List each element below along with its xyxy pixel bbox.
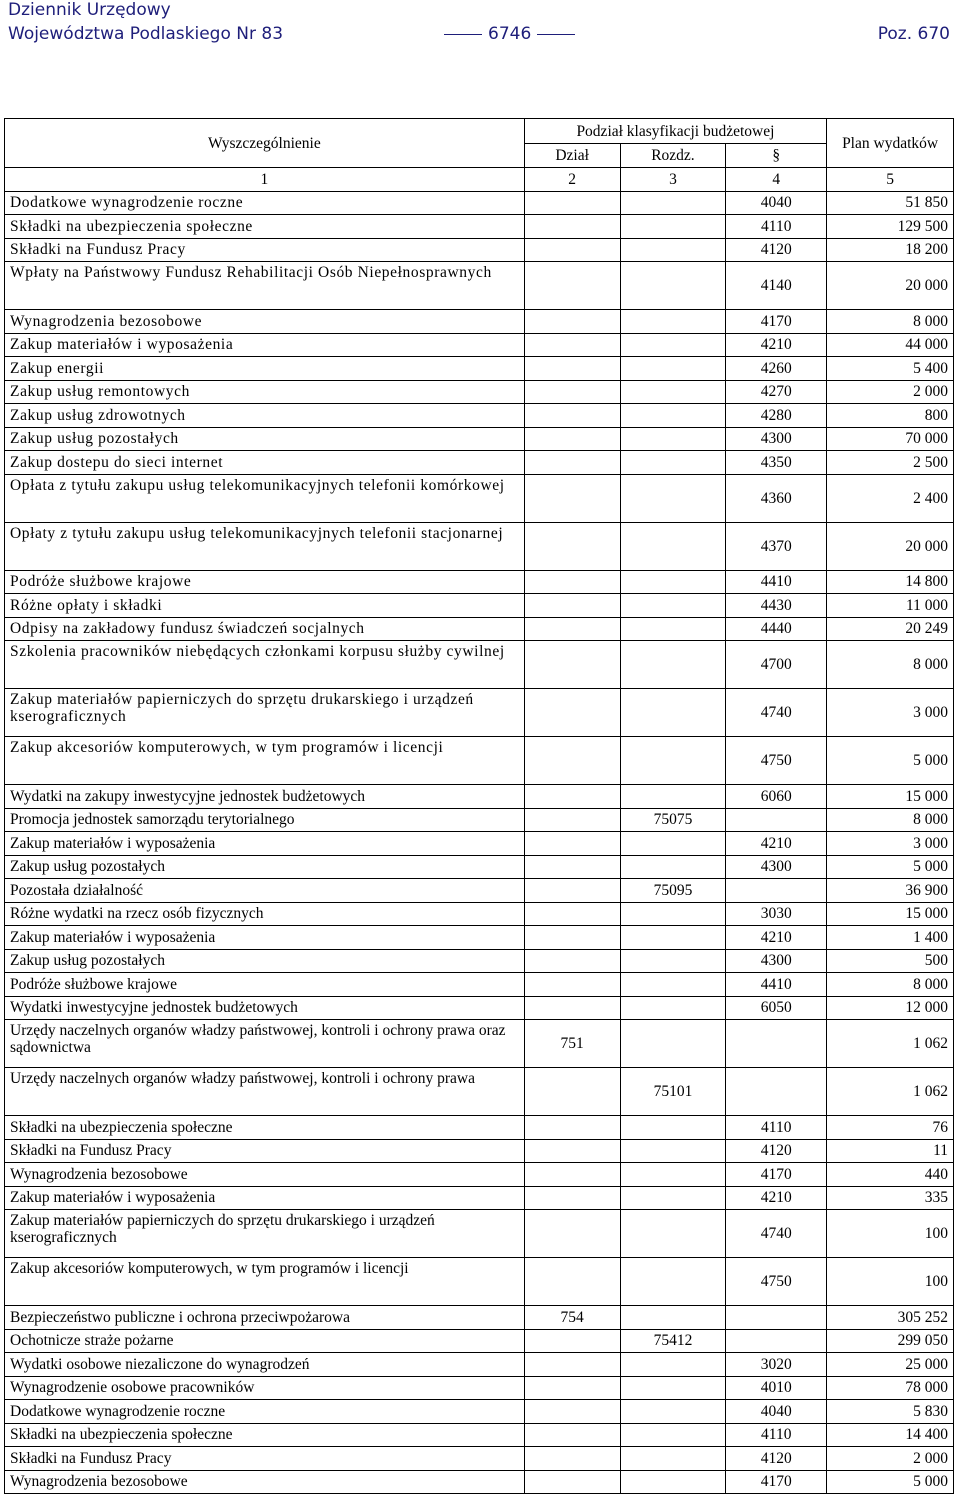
row-rozdz — [620, 1139, 726, 1163]
row-dzial — [524, 855, 620, 879]
row-amount: 70 000 — [827, 427, 954, 451]
row-name: Składki na ubezpieczenia społeczne — [5, 215, 525, 239]
row-amount: 8 000 — [827, 808, 954, 832]
col-number-1: 1 — [5, 168, 525, 192]
row-rozdz — [620, 1470, 726, 1494]
row-amount: 5 000 — [827, 855, 954, 879]
row-dzial — [524, 215, 620, 239]
row-name: Urzędy naczelnych organów władzy państwowej, kontroli i ochrony prawa oraz sądownictwa — [5, 1020, 525, 1068]
row-name: Bezpieczeństwo publiczne i ochrona przeciwpożarowa — [5, 1306, 525, 1330]
row-amount: 20 000 — [827, 522, 954, 570]
row-rozdz — [620, 617, 726, 641]
row-amount: 8 000 — [827, 310, 954, 334]
table-row — [5, 1068, 954, 1116]
row-rozdz — [620, 1376, 726, 1400]
row-amount: 100 — [827, 1210, 954, 1258]
row-name: Zakup usług pozostałych — [5, 855, 525, 879]
row-amount: 44 000 — [827, 333, 954, 357]
row-rozdz — [620, 427, 726, 451]
row-rozdz — [620, 1423, 726, 1447]
row-rozdz: 75075 — [620, 808, 726, 832]
row-amount: 2 000 — [827, 380, 954, 404]
row-paragraph — [726, 1306, 827, 1330]
row-rozdz — [620, 357, 726, 381]
row-rozdz: 75095 — [620, 879, 726, 903]
row-dzial — [524, 1068, 620, 1116]
table-row — [5, 949, 954, 973]
row-paragraph: 4210 — [726, 926, 827, 950]
row-paragraph: 4300 — [726, 949, 827, 973]
row-dzial — [524, 617, 620, 641]
row-rozdz — [620, 832, 726, 856]
row-dzial — [524, 1258, 620, 1306]
header-plan: Plan wydatków — [827, 119, 954, 168]
row-amount: 440 — [827, 1163, 954, 1187]
row-name: Ochotnicze straże pożarne — [5, 1329, 525, 1353]
row-rozdz — [620, 191, 726, 215]
row-name: Szkolenia pracowników niebędących członkami korpusu służby cywilnej — [5, 641, 525, 689]
journal-title: Dziennik Urzędowy — [8, 0, 171, 20]
row-name: Wynagrodzenie osobowe pracowników — [5, 1376, 525, 1400]
table-row — [5, 832, 954, 856]
row-rozdz — [620, 949, 726, 973]
table-row — [5, 1306, 954, 1330]
row-rozdz — [620, 1116, 726, 1140]
table-row — [5, 215, 954, 239]
row-amount: 8 000 — [827, 641, 954, 689]
row-paragraph: 4440 — [726, 617, 827, 641]
table-row — [5, 1210, 954, 1258]
row-paragraph — [726, 1068, 827, 1116]
row-dzial — [524, 262, 620, 310]
row-dzial — [524, 832, 620, 856]
row-amount: 8 000 — [827, 973, 954, 997]
header-dzial: Dział — [524, 144, 620, 168]
table-row — [5, 617, 954, 641]
page-number — [438, 24, 581, 44]
header-spec: Wyszczególnienie — [5, 119, 525, 168]
table-header-row — [5, 119, 954, 144]
row-amount: 20 249 — [827, 617, 954, 641]
row-dzial — [524, 1470, 620, 1494]
row-name: Zakup akcesoriów komputerowych, w tym programów i licencji — [5, 1258, 525, 1306]
row-dzial — [524, 310, 620, 334]
row-dzial: 754 — [524, 1306, 620, 1330]
row-paragraph: 4370 — [726, 522, 827, 570]
table-row — [5, 262, 954, 310]
row-amount: 3 000 — [827, 689, 954, 737]
row-amount: 1 062 — [827, 1020, 954, 1068]
row-name: Wynagrodzenia bezosobowe — [5, 310, 525, 334]
row-amount: 76 — [827, 1116, 954, 1140]
row-amount: 1 062 — [827, 1068, 954, 1116]
row-dzial — [524, 949, 620, 973]
row-dzial — [524, 380, 620, 404]
row-rozdz — [620, 785, 726, 809]
row-dzial — [524, 879, 620, 903]
row-name: Zakup materiałów i wyposażenia — [5, 333, 525, 357]
table-row — [5, 785, 954, 809]
row-dzial — [524, 737, 620, 785]
row-amount: 51 850 — [827, 191, 954, 215]
row-amount: 18 200 — [827, 238, 954, 262]
row-dzial — [524, 404, 620, 428]
table-row — [5, 1139, 954, 1163]
row-rozdz — [620, 474, 726, 522]
row-amount: 305 252 — [827, 1306, 954, 1330]
budget-table — [4, 118, 954, 1494]
row-dzial — [524, 902, 620, 926]
row-dzial — [524, 926, 620, 950]
row-amount: 14 400 — [827, 1423, 954, 1447]
row-paragraph: 6060 — [726, 785, 827, 809]
row-paragraph: 4120 — [726, 1447, 827, 1471]
row-dzial — [524, 522, 620, 570]
row-amount: 5 000 — [827, 1470, 954, 1494]
row-amount: 11 — [827, 1139, 954, 1163]
row-amount: 3 000 — [827, 832, 954, 856]
row-amount: 78 000 — [827, 1376, 954, 1400]
row-dzial — [524, 1376, 620, 1400]
table-row — [5, 380, 954, 404]
row-dzial — [524, 1423, 620, 1447]
row-amount: 15 000 — [827, 785, 954, 809]
row-rozdz — [620, 902, 726, 926]
row-amount: 36 900 — [827, 879, 954, 903]
row-paragraph: 4120 — [726, 238, 827, 262]
row-rozdz — [620, 404, 726, 428]
row-rozdz — [620, 1353, 726, 1377]
row-dzial — [524, 996, 620, 1020]
row-paragraph: 4210 — [726, 1186, 827, 1210]
row-paragraph: 4750 — [726, 737, 827, 785]
row-amount: 129 500 — [827, 215, 954, 239]
row-dzial — [524, 1329, 620, 1353]
row-name: Zakup energii — [5, 357, 525, 381]
row-name: Zakup dostepu do sieci internet — [5, 451, 525, 475]
row-paragraph — [726, 1329, 827, 1353]
row-name: Podróże służbowe krajowe — [5, 973, 525, 997]
table-row — [5, 1376, 954, 1400]
row-paragraph: 6050 — [726, 996, 827, 1020]
table-row — [5, 1400, 954, 1424]
row-amount: 2 400 — [827, 474, 954, 522]
table-row — [5, 333, 954, 357]
row-amount: 500 — [827, 949, 954, 973]
row-name: Wydatki inwestycyjne jednostek budżetowych — [5, 996, 525, 1020]
table-row — [5, 310, 954, 334]
table-row — [5, 1329, 954, 1353]
row-name: Składki na Fundusz Pracy — [5, 1447, 525, 1471]
row-dzial — [524, 427, 620, 451]
row-amount: 15 000 — [827, 902, 954, 926]
table-row — [5, 641, 954, 689]
table-row — [5, 191, 954, 215]
row-paragraph: 3030 — [726, 902, 827, 926]
table-row — [5, 1470, 954, 1494]
page-number-text: 6746 — [488, 24, 532, 44]
row-paragraph — [726, 808, 827, 832]
table-row — [5, 357, 954, 381]
row-dzial — [524, 1186, 620, 1210]
table-row — [5, 451, 954, 475]
row-paragraph: 4740 — [726, 1210, 827, 1258]
row-dzial — [524, 1116, 620, 1140]
row-rozdz — [620, 973, 726, 997]
row-dzial — [524, 973, 620, 997]
row-name: Wydatki na zakupy inwestycyjne jednostek budżetowych — [5, 785, 525, 809]
row-name: Składki na Fundusz Pracy — [5, 1139, 525, 1163]
row-rozdz — [620, 1447, 726, 1471]
row-dzial — [524, 689, 620, 737]
row-amount: 2 000 — [827, 1447, 954, 1471]
row-rozdz — [620, 238, 726, 262]
row-name: Zakup usług pozostałych — [5, 427, 525, 451]
row-rozdz — [620, 310, 726, 334]
row-paragraph — [726, 1020, 827, 1068]
row-rozdz — [620, 641, 726, 689]
row-paragraph: 4270 — [726, 380, 827, 404]
row-paragraph: 4300 — [726, 855, 827, 879]
table-row — [5, 1186, 954, 1210]
row-name: Zakup materiałów i wyposażenia — [5, 1186, 525, 1210]
row-rozdz: 75101 — [620, 1068, 726, 1116]
table-row — [5, 570, 954, 594]
row-dzial — [524, 451, 620, 475]
row-amount: 5 000 — [827, 737, 954, 785]
row-name: Opłaty z tytułu zakupu usług telekomunikacyjnych telefonii stacjonarnej — [5, 522, 525, 570]
row-amount: 14 800 — [827, 570, 954, 594]
row-paragraph: 4210 — [726, 832, 827, 856]
row-paragraph: 4010 — [726, 1376, 827, 1400]
row-paragraph: 4410 — [726, 973, 827, 997]
row-paragraph: 4700 — [726, 641, 827, 689]
position-number: Poz. 670 — [877, 24, 950, 44]
row-paragraph: 4260 — [726, 357, 827, 381]
table-row — [5, 1020, 954, 1068]
row-rozdz — [620, 380, 726, 404]
row-dzial — [524, 1353, 620, 1377]
row-dzial — [524, 570, 620, 594]
row-name: Wynagrodzenia bezosobowe — [5, 1470, 525, 1494]
row-name: Zakup materiałów i wyposażenia — [5, 832, 525, 856]
table-number-row — [5, 168, 954, 192]
row-name: Odpisy na zakładowy fundusz świadczeń socjalnych — [5, 617, 525, 641]
row-dzial — [524, 1400, 620, 1424]
header-classification: Podział klasyfikacji budżetowej — [524, 119, 826, 144]
table-row — [5, 1447, 954, 1471]
row-name: Dodatkowe wynagrodzenie roczne — [5, 1400, 525, 1424]
table-row — [5, 238, 954, 262]
row-dzial — [524, 474, 620, 522]
row-name: Różne wydatki na rzecz osób fizycznych — [5, 902, 525, 926]
table-row — [5, 737, 954, 785]
row-rozdz: 75412 — [620, 1329, 726, 1353]
row-dzial — [524, 1447, 620, 1471]
row-rozdz — [620, 594, 726, 618]
table-row — [5, 926, 954, 950]
row-paragraph: 4430 — [726, 594, 827, 618]
row-name: Dodatkowe wynagrodzenie roczne — [5, 191, 525, 215]
row-dzial — [524, 357, 620, 381]
row-paragraph: 4170 — [726, 1163, 827, 1187]
row-amount: 25 000 — [827, 1353, 954, 1377]
row-name: Zakup usług pozostałych — [5, 949, 525, 973]
row-dzial — [524, 1163, 620, 1187]
row-name: Wydatki osobowe niezaliczone do wynagrodzeń — [5, 1353, 525, 1377]
table-row — [5, 879, 954, 903]
table-row — [5, 689, 954, 737]
row-rozdz — [620, 689, 726, 737]
row-name: Wpłaty na Państwowy Fundusz Rehabilitacji Osób Niepełnosprawnych — [5, 262, 525, 310]
row-paragraph: 4750 — [726, 1258, 827, 1306]
table-row — [5, 902, 954, 926]
row-name: Zakup materiałów i wyposażenia — [5, 926, 525, 950]
table-row — [5, 855, 954, 879]
row-paragraph: 4140 — [726, 262, 827, 310]
table-row — [5, 1258, 954, 1306]
table-row — [5, 808, 954, 832]
row-rozdz — [620, 1163, 726, 1187]
row-paragraph: 4350 — [726, 451, 827, 475]
row-paragraph: 3020 — [726, 1353, 827, 1377]
row-name: Różne opłaty i składki — [5, 594, 525, 618]
row-dzial — [524, 785, 620, 809]
row-dzial — [524, 238, 620, 262]
row-rozdz — [620, 522, 726, 570]
row-paragraph: 4110 — [726, 1116, 827, 1140]
row-rozdz — [620, 1306, 726, 1330]
row-dzial — [524, 1210, 620, 1258]
row-rozdz — [620, 1020, 726, 1068]
row-amount: 335 — [827, 1186, 954, 1210]
row-amount: 20 000 — [827, 262, 954, 310]
row-name: Składki na ubezpieczenia społeczne — [5, 1423, 525, 1447]
row-name: Składki na ubezpieczenia społeczne — [5, 1116, 525, 1140]
col-number-2: 2 — [524, 168, 620, 192]
table-row — [5, 404, 954, 428]
row-rozdz — [620, 262, 726, 310]
row-rozdz — [620, 926, 726, 950]
row-name: Podróże służbowe krajowe — [5, 570, 525, 594]
table-row — [5, 594, 954, 618]
col-number-4: 4 — [726, 168, 827, 192]
row-rozdz — [620, 451, 726, 475]
col-number-3: 3 — [620, 168, 726, 192]
row-amount: 1 400 — [827, 926, 954, 950]
row-amount: 2 500 — [827, 451, 954, 475]
table-row — [5, 427, 954, 451]
row-paragraph: 4210 — [726, 333, 827, 357]
row-dzial — [524, 191, 620, 215]
row-name: Zakup materiałów papierniczych do sprzętu drukarskiego i urządzeń kserograficznych — [5, 1210, 525, 1258]
row-rozdz — [620, 855, 726, 879]
row-dzial — [524, 808, 620, 832]
row-amount: 11 000 — [827, 594, 954, 618]
row-dzial — [524, 594, 620, 618]
table-row — [5, 474, 954, 522]
row-dzial — [524, 1139, 620, 1163]
row-amount: 5 400 — [827, 357, 954, 381]
row-name: Zakup usług zdrowotnych — [5, 404, 525, 428]
row-paragraph: 4280 — [726, 404, 827, 428]
row-amount: 5 830 — [827, 1400, 954, 1424]
row-rozdz — [620, 1186, 726, 1210]
row-amount: 299 050 — [827, 1329, 954, 1353]
row-name: Zakup akcesoriów komputerowych, w tym programów i licencji — [5, 737, 525, 785]
row-rozdz — [620, 996, 726, 1020]
table-row — [5, 973, 954, 997]
row-amount: 100 — [827, 1258, 954, 1306]
row-paragraph: 4040 — [726, 1400, 827, 1424]
header-rozdz: Rozdz. — [620, 144, 726, 168]
row-paragraph: 4170 — [726, 1470, 827, 1494]
row-name: Opłata z tytułu zakupu usług telekomunikacyjnych telefonii komórkowej — [5, 474, 525, 522]
table-row — [5, 522, 954, 570]
row-paragraph: 4740 — [726, 689, 827, 737]
row-rozdz — [620, 737, 726, 785]
row-name: Zakup usług remontowych — [5, 380, 525, 404]
row-name: Składki na Fundusz Pracy — [5, 238, 525, 262]
header-paragraph: § — [726, 144, 827, 168]
row-rozdz — [620, 1210, 726, 1258]
row-paragraph: 4170 — [726, 310, 827, 334]
row-rozdz — [620, 1258, 726, 1306]
row-paragraph — [726, 879, 827, 903]
row-rozdz — [620, 333, 726, 357]
row-paragraph: 4410 — [726, 570, 827, 594]
row-name: Zakup materiałów papierniczych do sprzętu drukarskiego i urządzeń kserograficznych — [5, 689, 525, 737]
table-row — [5, 1116, 954, 1140]
row-paragraph: 4040 — [726, 191, 827, 215]
table-row — [5, 996, 954, 1020]
row-paragraph: 4300 — [726, 427, 827, 451]
row-dzial — [524, 333, 620, 357]
row-paragraph: 4360 — [726, 474, 827, 522]
row-paragraph: 4120 — [726, 1139, 827, 1163]
row-rozdz — [620, 570, 726, 594]
row-name: Pozostała działalność — [5, 879, 525, 903]
row-dzial: 751 — [524, 1020, 620, 1068]
row-name: Urzędy naczelnych organów władzy państwowej, kontroli i ochrony prawa — [5, 1068, 525, 1116]
journal-issue: Województwa Podlaskiego Nr 83 — [8, 24, 284, 44]
row-rozdz — [620, 215, 726, 239]
col-number-5: 5 — [827, 168, 954, 192]
row-dzial — [524, 641, 620, 689]
row-name: Promocja jednostek samorządu terytorialnego — [5, 808, 525, 832]
page-header — [8, 0, 956, 48]
row-name: Wynagrodzenia bezosobowe — [5, 1163, 525, 1187]
row-amount: 800 — [827, 404, 954, 428]
row-amount: 12 000 — [827, 996, 954, 1020]
row-paragraph: 4110 — [726, 215, 827, 239]
table-row — [5, 1163, 954, 1187]
row-rozdz — [620, 1400, 726, 1424]
row-paragraph: 4110 — [726, 1423, 827, 1447]
table-row — [5, 1423, 954, 1447]
table-row — [5, 1353, 954, 1377]
